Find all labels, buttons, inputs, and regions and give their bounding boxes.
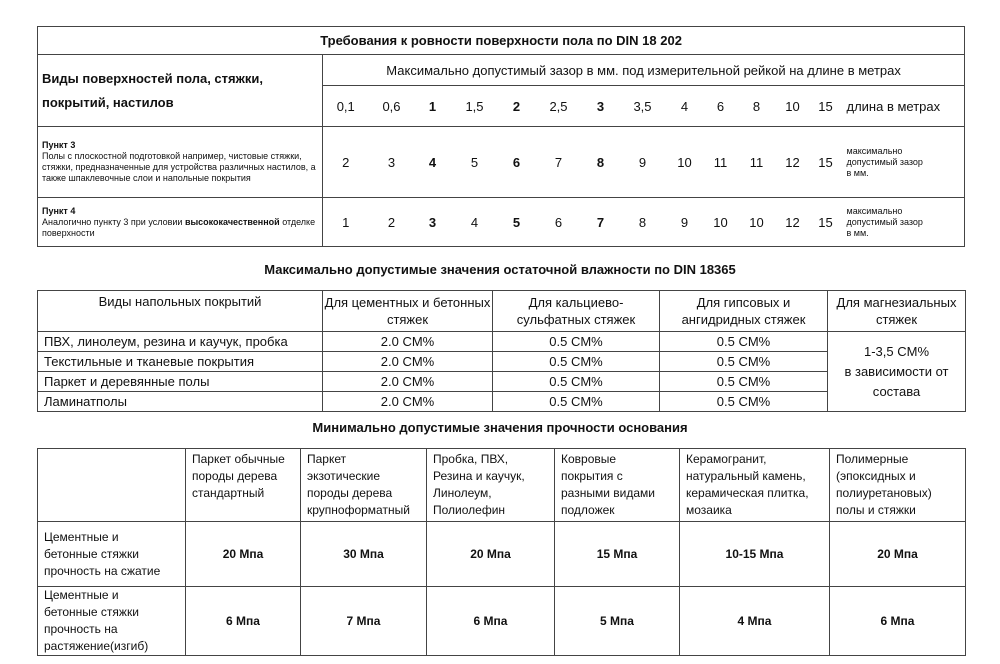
value-cell: 11: [739, 127, 775, 198]
unit-label: максимально допустимый зазор в мм.: [841, 127, 965, 198]
strength-header-row: [38, 449, 966, 522]
unit-label: максимально допустимый зазор в мм.: [841, 198, 965, 247]
value-cell: 3: [415, 198, 451, 247]
strength-header-cell: Полимерные (эпоксидных и полиуретановых) полы и стяжки: [830, 449, 966, 522]
value-cell: 6: [499, 127, 535, 198]
strength-value: 20 Мпа: [427, 522, 555, 587]
strength-header-cell: Паркет экзотические породы дерева крупноформатный: [301, 449, 427, 522]
strength-value: 10-15 Мпа: [680, 522, 830, 587]
moisture-value: 0.5 CM%: [660, 372, 828, 392]
length-cell: 8: [739, 86, 775, 127]
length-cell: 15: [811, 86, 841, 127]
strength-value: 15 Мпа: [555, 522, 680, 587]
strength-value: 4 Мпа: [680, 587, 830, 656]
length-cell: 0,1: [323, 86, 369, 127]
value-cell: 2: [369, 198, 415, 247]
value-cell: 7: [583, 198, 619, 247]
value-cell: 5: [499, 198, 535, 247]
moisture-title: Максимально допустимые значения остаточной влажности по DIN 18365: [264, 262, 736, 277]
moisture-value: 2.0 CM%: [323, 332, 493, 352]
value-cell: 5: [451, 127, 499, 198]
value-cell: 6: [535, 198, 583, 247]
moisture-row: [38, 392, 966, 412]
moisture-table: [37, 290, 966, 412]
strength-header-cell: Ковровые покрытия с разными видами подложек: [555, 449, 680, 522]
value-cell: 8: [583, 127, 619, 198]
strength-row-compression: [38, 522, 966, 587]
length-cell: 1: [415, 86, 451, 127]
value-cell: 10: [667, 127, 703, 198]
strength-value: 20 Мпа: [830, 522, 966, 587]
length-label: длина в метрах: [841, 86, 965, 127]
magnesia-value: 1-3,5 CM% в зависимости от состава: [828, 332, 966, 412]
strength-value: 6 Мпа: [830, 587, 966, 656]
strength-header-empty: [38, 449, 186, 522]
length-cell: 4: [667, 86, 703, 127]
strength-header-cell: Пробка, ПВХ, Резина и каучук, Линолеум, Полиолефин: [427, 449, 555, 522]
moisture-row-label: ПВХ, линолеум, резина и каучук, пробка: [38, 332, 323, 352]
value-cell: 15: [811, 198, 841, 247]
moisture-row: [38, 372, 966, 392]
value-cell: 10: [703, 198, 739, 247]
strength-value: 6 Мпа: [427, 587, 555, 656]
moisture-row-label: Текстильные и тканевые покрытия: [38, 352, 323, 372]
moisture-header-cement: Для цементных и бетонных стяжек: [323, 291, 493, 332]
moisture-value: 2.0 CM%: [323, 352, 493, 372]
value-cell: 2: [323, 127, 369, 198]
length-cell: 10: [775, 86, 811, 127]
value-cell: 10: [739, 198, 775, 247]
flatness-title: Требования к ровности поверхности пола по DIN 18 202: [38, 27, 965, 55]
length-cell: 2: [499, 86, 535, 127]
moisture-value: 0.5 CM%: [493, 332, 660, 352]
moisture-value: 0.5 CM%: [660, 332, 828, 352]
value-cell: 9: [619, 127, 667, 198]
strength-table: [37, 448, 966, 656]
value-cell: 4: [415, 127, 451, 198]
punkt3-label: Пункт 3 Полы с плоскостной подготовкой например, чистовые стяжки, стяжки, предназначенные для устройства различных настилов, а также шпаклевочные слои и напольные покрытия: [38, 127, 323, 198]
value-cell: 9: [667, 198, 703, 247]
length-cell: 2,5: [535, 86, 583, 127]
moisture-value: 2.0 CM%: [323, 372, 493, 392]
value-cell: 11: [703, 127, 739, 198]
moisture-value: 0.5 CM%: [493, 352, 660, 372]
strength-value: 20 Мпа: [186, 522, 301, 587]
strength-value: 5 Мпа: [555, 587, 680, 656]
length-cell: 6: [703, 86, 739, 127]
moisture-value: 0.5 CM%: [493, 372, 660, 392]
value-cell: 1: [323, 198, 369, 247]
moisture-header-gypsum: Для гипсовых и ангидридных стяжек: [660, 291, 828, 332]
length-cell: 0,6: [369, 86, 415, 127]
moisture-row-label: Ламинатполы: [38, 392, 323, 412]
strength-header-cell: Керамогранит, натуральный камень, керамическая плитка, мозаика: [680, 449, 830, 522]
moisture-value: 0.5 CM%: [660, 352, 828, 372]
moisture-header-calcium: Для кальциево-сульфатных стяжек: [493, 291, 660, 332]
strength-value: 7 Мпа: [301, 587, 427, 656]
moisture-header-magnesia: Для магнезиальных стяжек: [828, 291, 966, 332]
flatness-table: [37, 26, 965, 247]
moisture-header-row: [38, 291, 966, 332]
moisture-row-label: Паркет и деревянные полы: [38, 372, 323, 392]
value-cell: 7: [535, 127, 583, 198]
strength-value: 30 Мпа: [301, 522, 427, 587]
moisture-value: 0.5 CM%: [493, 392, 660, 412]
flatness-row-punkt3: [38, 127, 965, 198]
strength-value: 6 Мпа: [186, 587, 301, 656]
surface-types-header: Виды поверхностей пола, стяжки, покрытий, настилов: [38, 55, 323, 127]
value-cell: 12: [775, 198, 811, 247]
strength-row-label: Цементные и бетонные стяжки прочность на растяжение(изгиб): [38, 587, 186, 656]
punkt4-label: Пункт 4 Аналогично пункту 3 при условии высококачественной отделке поверхности: [38, 198, 323, 247]
strength-header-cell: Паркет обычные породы дерева стандартный: [186, 449, 301, 522]
strength-title: Минимально допустимые значения прочности основания: [312, 420, 688, 435]
moisture-header-type: Виды напольных покрытий: [38, 291, 323, 332]
value-cell: 8: [619, 198, 667, 247]
max-gap-header: Максимально допустимый зазор в мм. под измерительной рейкой на длине в метрах: [323, 55, 965, 86]
length-cell: 3: [583, 86, 619, 127]
value-cell: 3: [369, 127, 415, 198]
value-cell: 4: [451, 198, 499, 247]
value-cell: 12: [775, 127, 811, 198]
moisture-value: 0.5 CM%: [660, 392, 828, 412]
moisture-value: 2.0 CM%: [323, 392, 493, 412]
length-cell: 3,5: [619, 86, 667, 127]
moisture-row: [38, 332, 966, 352]
flatness-row-punkt4: [38, 198, 965, 247]
strength-row-label: Цементные и бетонные стяжки прочность на сжатие: [38, 522, 186, 587]
length-cell: 1,5: [451, 86, 499, 127]
value-cell: 15: [811, 127, 841, 198]
strength-row-tension: [38, 587, 966, 656]
moisture-row: [38, 352, 966, 372]
